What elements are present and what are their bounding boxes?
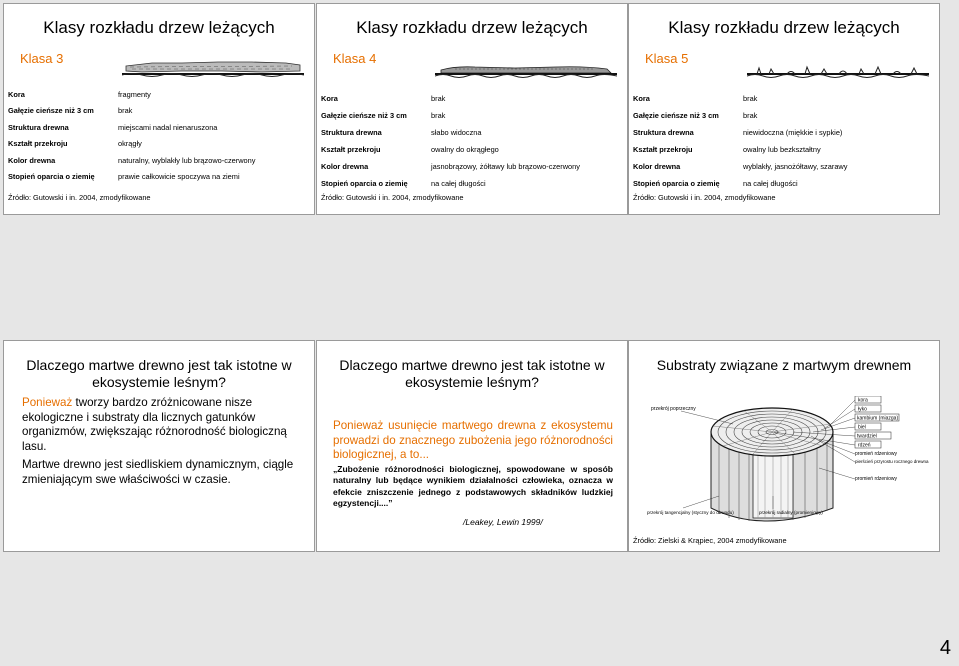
criterion-label: Gałęzie cieńsze niż 3 cm [8, 106, 94, 116]
table-row [321, 107, 621, 124]
table-row [633, 107, 933, 124]
criterion-label: Kształt przekroju [321, 145, 381, 154]
criterion-value: brak [743, 94, 758, 103]
criterion-label: Kora [8, 89, 25, 99]
criterion-value: miejscami nadal nienaruszona [118, 122, 218, 132]
class-label: Klasa 5 [645, 51, 689, 66]
slide-why-deadwood-2 [316, 340, 628, 552]
table-row [321, 158, 621, 175]
criterion-value: okrągły [118, 139, 142, 149]
slide-title: Klasy rozkładu drzew leżących [356, 18, 588, 37]
table-row [633, 141, 933, 158]
page-number: 4 [939, 637, 951, 659]
criterion-value: naturalny, wyblakły lub brązowo-czerwony [118, 155, 256, 165]
criterion-label: Kolor drewna [321, 162, 369, 171]
criterion-label: Stopień oparcia o ziemię [8, 172, 95, 182]
criterion-label: Kształt przekroju [8, 139, 68, 149]
criterion-value: jasnobrązowy, żółtawy lub brązowo-czerwony [431, 162, 580, 171]
criterion-label: Struktura drewna [633, 128, 694, 137]
table-row [321, 175, 621, 192]
slide-why-deadwood-1 [3, 340, 315, 552]
table-row [8, 152, 308, 169]
criterion-value: owalny lub bezkształtny [743, 145, 821, 154]
slide-klasa-3 [3, 3, 315, 215]
label-growth-ring: pierścień przyrostu rocznego drewna [855, 459, 929, 464]
source-note: Źródło: Gutowski i in. 2004, zmodyfikowane [321, 193, 464, 202]
slide-title: Substraty związane z martwym drewnem [656, 357, 912, 373]
slide-title: Dlaczego martwe drewno jest tak istotne w ekosystemie leśnym? [26, 357, 292, 390]
criterion-value: prawie całkowicie spoczywa na ziemi [118, 172, 240, 182]
label-phloem: łyko [858, 406, 867, 413]
citation: /Leakey, Lewin 1999/ [463, 517, 543, 527]
slide-title: Dlaczego martwe drewno jest tak istotne w ekosystemie leśnym? [339, 357, 605, 390]
slide-title: Klasy rozkładu drzew leżących [668, 18, 900, 37]
label-cambium: kambium (miazga) [857, 415, 899, 422]
table-row [8, 119, 308, 136]
criterion-label: Gałęzie cieńsze niż 3 cm [321, 111, 407, 120]
log-illustration [435, 50, 617, 80]
source-note: Źródło: Gutowski i in. 2004, zmodyfikowane [8, 193, 151, 202]
criterion-label: Stopień oparcia o ziemię [633, 179, 720, 188]
criterion-label: Kolor drewna [633, 162, 681, 171]
table-row [321, 141, 621, 158]
table-row [8, 136, 308, 153]
slide-title: Klasy rozkładu drzew leżących [43, 18, 275, 37]
table-row [633, 175, 933, 192]
label-pith: rdzeń [858, 442, 871, 449]
criterion-value: brak [118, 106, 133, 116]
criterion-label: Gałęzie cieńsze niż 3 cm [633, 111, 719, 120]
log-illustration [122, 50, 304, 80]
table-row [633, 158, 933, 175]
label-ray-1: promień rdzeniowy [855, 451, 897, 457]
slide-substrates [628, 340, 940, 552]
quote: „Zubożenie różnorodności biologicznej, spowodowane w sposób naturalny lub będące wynikiem działalności człowieka, oznacza w efekcie zniszczenie jednego z podstawowych składników ludzkiej egzystencji....” [333, 464, 613, 509]
criterion-label: Stopień oparcia o ziemię [321, 179, 408, 188]
table-row [321, 124, 621, 141]
criterion-value: brak [743, 111, 758, 120]
criterion-value: brak [431, 111, 446, 120]
criterion-label: Kolor drewna [8, 155, 56, 165]
class-label: Klasa 3 [20, 51, 64, 66]
criterion-value: brak [431, 94, 446, 103]
paragraph-text: tworzy bardzo zróżnicowane nisze ekologiczne i substraty dla licznych gatunków organizmów, zwiększając różnorodność biologiczną lasu. [22, 396, 287, 453]
log-illustration [747, 50, 929, 80]
table-row [321, 90, 621, 107]
source-note: Źródło: Gutowski i in. 2004, zmodyfikowane [633, 193, 776, 202]
decay-criteria-table [321, 90, 621, 192]
criterion-value: niewidoczna (miękkie i sypkie) [743, 128, 843, 137]
class-label: Klasa 4 [333, 51, 377, 66]
decay-criteria-table [8, 86, 308, 185]
table-row [8, 169, 308, 186]
criterion-value: na całej długości [743, 179, 798, 188]
slide-klasa-4 [316, 3, 628, 215]
criterion-value: owalny do okrągłego [431, 145, 499, 154]
decay-criteria-table [633, 90, 933, 192]
highlight-word: Ponieważ [22, 396, 73, 409]
criterion-value: wyblakły, jasnożółtawy, szarawy [743, 162, 848, 171]
criterion-value: na całej długości [431, 179, 486, 188]
slide-body [22, 396, 302, 492]
label-heartwood: twardziel [857, 433, 877, 440]
source-note: Źródło: Zielski & Krąpiec, 2004 zmodyfikowane [633, 536, 787, 545]
table-row [8, 86, 308, 103]
paragraph [22, 396, 302, 454]
label-bark: kora [858, 397, 868, 404]
table-row [633, 124, 933, 141]
criterion-label: Struktura drewna [8, 122, 69, 132]
label-tangential: przekrój tangencjalny (styczny do obwodu) [647, 510, 734, 515]
label-sapwood: biel [858, 424, 866, 431]
criterion-value: słabo widoczna [431, 128, 482, 137]
criterion-label: Kora [321, 94, 338, 103]
label-cross-section: przekrój poprzeczny [651, 406, 696, 412]
slide-klasa-5 [628, 3, 940, 215]
criterion-label: Kora [633, 94, 650, 103]
trunk-cross-section-diagram [643, 396, 933, 536]
criterion-label: Kształt przekroju [633, 145, 693, 154]
highlight-paragraph: Ponieważ usunięcie martwego drewna z ekosystemu prowadzi do znacznego zubożenia jego różnorodności biologicznej, a to... [333, 419, 613, 462]
table-row [633, 90, 933, 107]
label-radial: przekrój radialny (promieniowy) [759, 510, 823, 515]
criterion-label: Struktura drewna [321, 128, 382, 137]
criterion-value: fragmenty [118, 89, 151, 99]
label-ray-2: promień rdzeniowy [855, 476, 897, 482]
table-row [8, 103, 308, 120]
paragraph: Martwe drewno jest siedliskiem dynamicznym, ciągle zmieniającym swe właściwości w czasie. [22, 458, 294, 486]
